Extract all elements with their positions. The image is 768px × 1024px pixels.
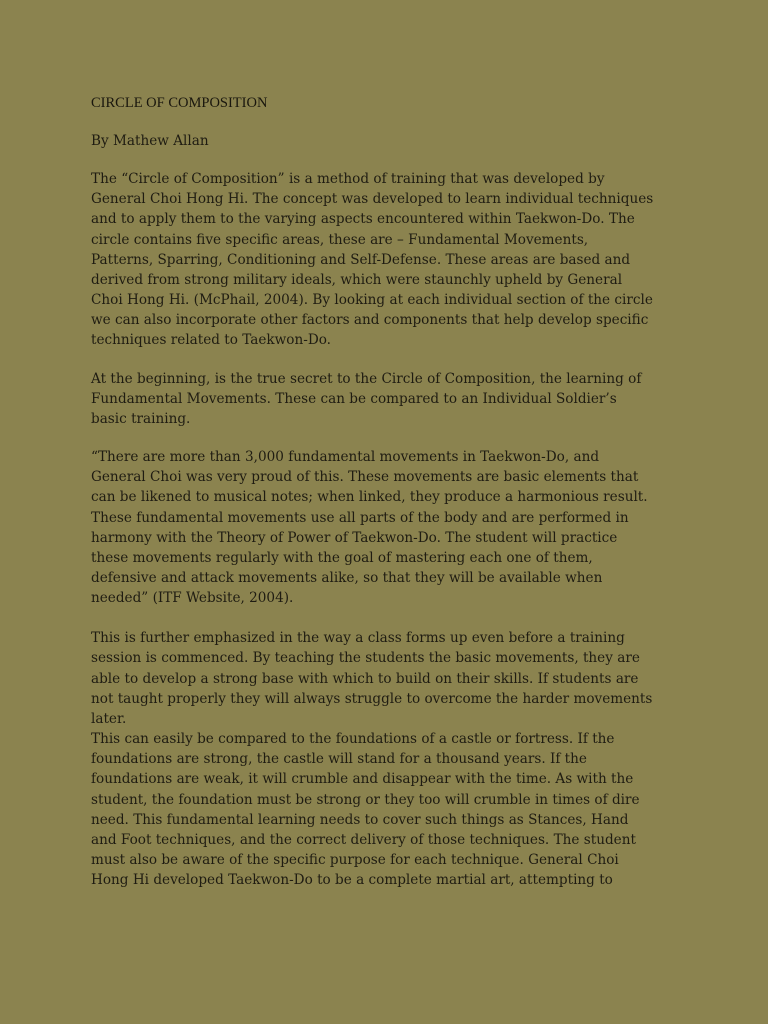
paragraph-line: techniques related to Taekwon-Do. bbox=[91, 332, 332, 349]
paragraph-line: and Foot techniques, and the correct delivery of those techniques. The student bbox=[91, 831, 636, 848]
paragraph-line: These fundamental movements use all parts of the body and are performed in bbox=[91, 509, 629, 526]
document-title: CIRCLE OF COMPOSITION bbox=[91, 95, 268, 111]
paragraph-line: student, the foundation must be strong or they too will crumble in times of dire bbox=[91, 791, 640, 808]
paragraph-intro bbox=[91, 169, 691, 350]
paragraph-line: must also be aware of the specific purpose for each technique. General Choi bbox=[91, 852, 619, 868]
paragraph-line: able to develop a strong base with which to build on their skills. If students are bbox=[91, 670, 639, 687]
paragraph-line: “There are more than 3,000 fundamental movements in Taekwon-Do, and bbox=[91, 449, 600, 466]
paragraph-line: derived from strong military ideals, which were staunchly upheld by General bbox=[91, 271, 623, 288]
paragraph-line: Choi Hong Hi. (McPhail, 2004). By looking at each individual section of the circle bbox=[91, 292, 653, 309]
paragraph-line: basic training. bbox=[91, 410, 191, 427]
paragraph-foundation bbox=[91, 729, 691, 890]
paragraph-line: General Choi was very proud of this. These movements are basic elements that bbox=[91, 469, 639, 486]
paragraph-fundamentals bbox=[91, 369, 691, 429]
document-author: By Mathew Allan bbox=[91, 133, 209, 149]
paragraph-line: foundations are weak, it will crumble and disappear with the time. As with the bbox=[91, 771, 634, 788]
paragraph-line: can be likened to musical notes; when linked, they produce a harmonious result. bbox=[91, 489, 648, 506]
paragraph-line: foundations are strong, the castle will stand for a thousand years. If the bbox=[91, 751, 587, 768]
paragraph-class-form bbox=[91, 628, 691, 729]
paragraph-line: circle contains five specific areas, these are – Fundamental Movements, bbox=[91, 231, 589, 248]
document-body bbox=[91, 93, 691, 890]
paragraph-quote bbox=[91, 447, 691, 608]
paragraph-line: we can also incorporate other factors and components that help develop specific bbox=[91, 312, 649, 329]
paragraph-line: defensive and attack movements alike, so that they will be available when bbox=[91, 569, 603, 586]
paragraph-line: The “Circle of Composition” is a method of training that was developed by bbox=[91, 171, 605, 188]
paragraph-line: General Choi Hong Hi. The concept was developed to learn individual techniques bbox=[91, 191, 654, 208]
paragraph-line: harmony with the Theory of Power of Taekwon-Do. The student will practice bbox=[91, 529, 618, 546]
paragraph-line: Hong Hi developed Taekwon-Do to be a complete martial art, attempting to bbox=[91, 872, 613, 889]
paragraph-line: and to apply them to the varying aspects encountered within Taekwon-Do. The bbox=[91, 211, 635, 228]
paragraph-line: Fundamental Movements. These can be compared to an Individual Soldier’s bbox=[91, 390, 617, 407]
paragraph-line: session is commenced. By teaching the students the basic movements, they are bbox=[91, 650, 640, 667]
paragraph-line: these movements regularly with the goal of mastering each one of them, bbox=[91, 549, 593, 566]
paragraph-line: need. This fundamental learning needs to cover such things as Stances, Hand bbox=[91, 811, 629, 828]
paragraph-line: This is further emphasized in the way a class forms up even before a training bbox=[91, 630, 625, 647]
paragraph-line: not taught properly they will always struggle to overcome the harder movements bbox=[91, 690, 653, 707]
paragraph-line: Patterns, Sparring, Conditioning and Self-Defense. These areas are based and bbox=[91, 251, 631, 268]
paragraph-line: needed” (ITF Website, 2004). bbox=[91, 590, 294, 607]
paragraph-line: later. bbox=[91, 710, 127, 727]
paragraph-line: This can easily be compared to the foundations of a castle or fortress. If the bbox=[91, 731, 615, 748]
paragraph-line: At the beginning, is the true secret to the Circle of Composition, the learning of bbox=[91, 370, 642, 387]
